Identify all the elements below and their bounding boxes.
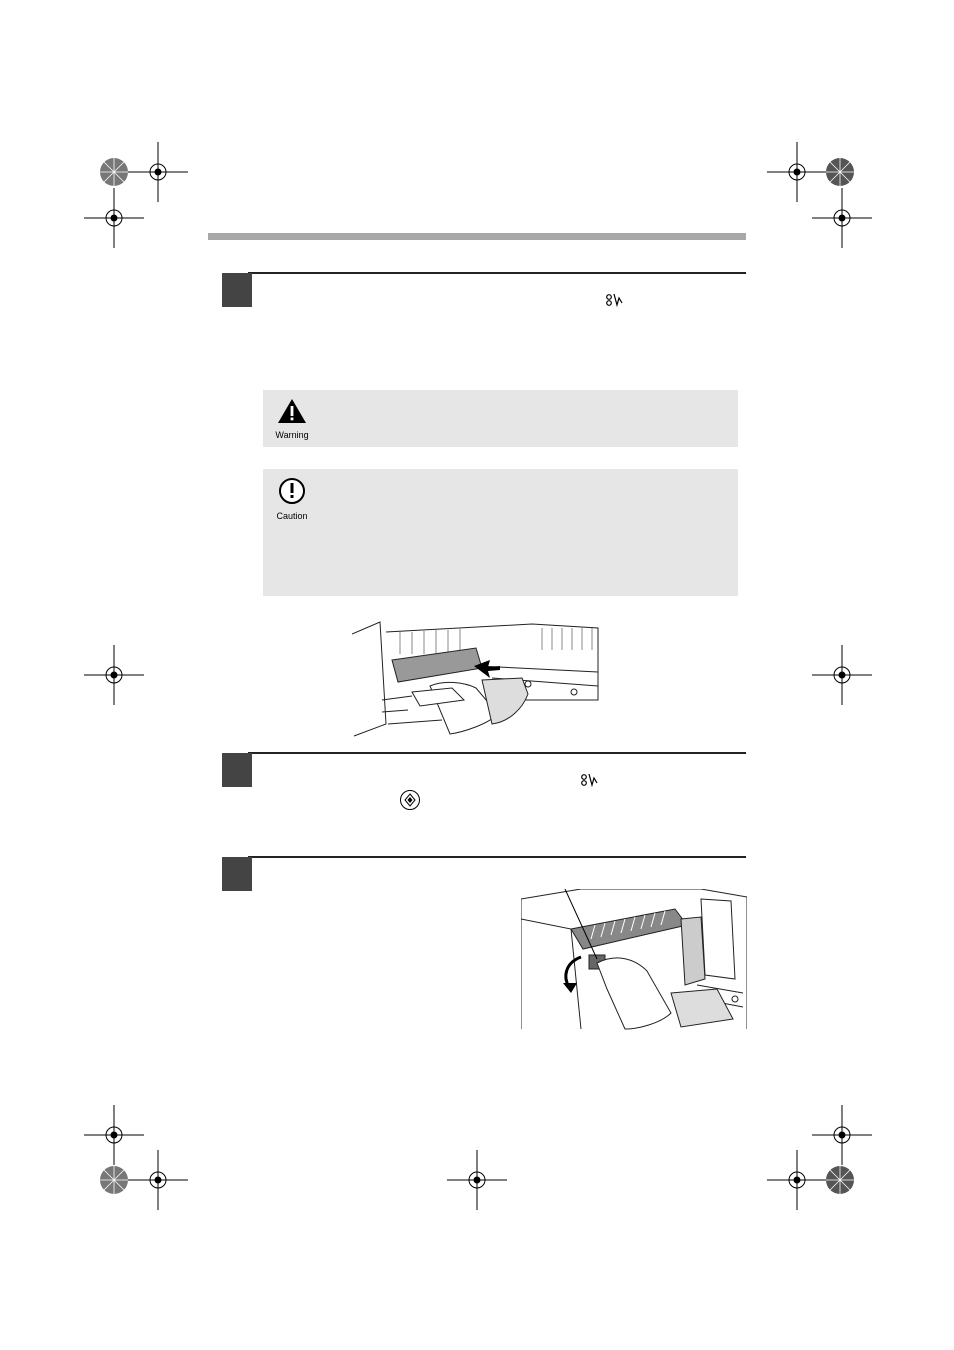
step-2-rule [248, 752, 746, 754]
misfeed-icon-step-2 [580, 772, 600, 791]
warning-triangle-icon [277, 398, 307, 424]
registration-disc-bottom-right [810, 1150, 870, 1210]
step-3-rule [248, 856, 746, 858]
crosshair-mark-left-middle [84, 645, 144, 705]
crosshair-mark-left-upper [84, 188, 144, 248]
misfeed-icon [605, 292, 625, 311]
warning-note [263, 390, 738, 447]
crosshair-mark-bottom-center [447, 1150, 507, 1210]
crosshair-mark-right-middle [812, 645, 872, 705]
caution-note [263, 469, 738, 596]
step-2-marker [222, 753, 252, 787]
step-3-marker [222, 857, 252, 891]
start-key-icon [399, 789, 421, 814]
illustration-fusing-lever [521, 889, 747, 1033]
header-bar [208, 233, 746, 240]
warning-note-icon-group [275, 398, 309, 440]
step-1-marker [222, 273, 252, 307]
caution-circle-icon [277, 477, 307, 505]
crosshair-mark-right-upper [812, 188, 872, 248]
step-1-rule [248, 272, 746, 274]
crosshair-mark-bottom-left [128, 1150, 188, 1210]
caution-note-icon-group [275, 477, 309, 521]
caution-label: Caution [276, 511, 308, 521]
warning-label: Warning [275, 430, 309, 440]
illustration-remove-misfeed [352, 620, 600, 738]
